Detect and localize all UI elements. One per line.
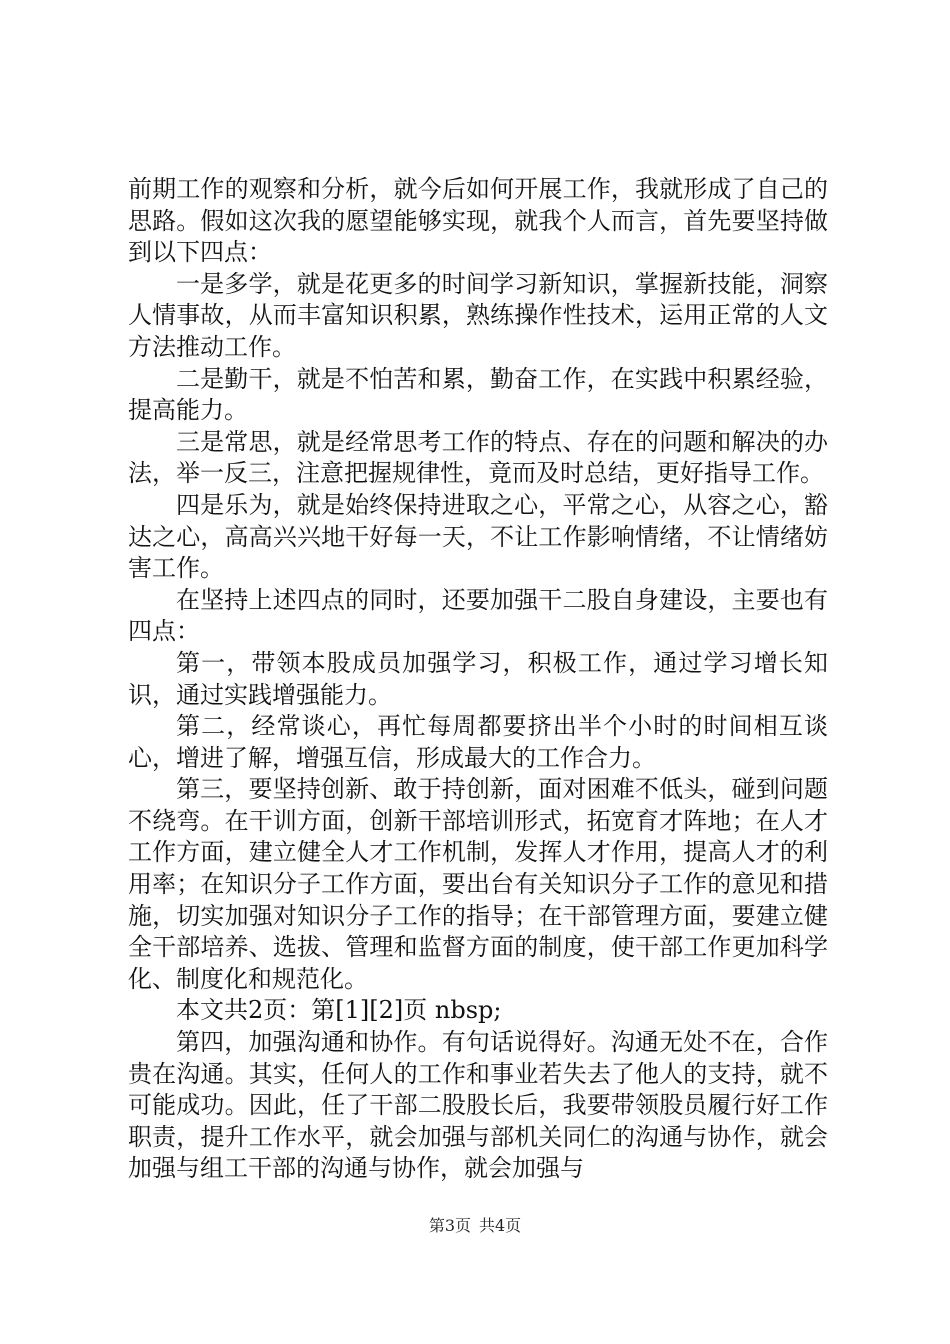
paragraph-page-note: 本文共2页：第[1][2]页 nbsp; bbox=[176, 996, 502, 1025]
paragraph-team-intro: 在坚持上述四点的同时，还要加强干二股自身建设，主要也有四点： bbox=[128, 585, 828, 646]
paragraph-point-one: 一是多学，就是花更多的时间学习新知识，掌握新技能，洞察人情事故，从而丰富知识积累，熟练操作性技术，运用正常的人文方法推动工作。 bbox=[128, 269, 828, 361]
paragraph-point-two: 二是勤干，就是不怕苦和累，勤奋工作，在实践中积累经验，提高能力。 bbox=[128, 364, 828, 425]
page-footer bbox=[0, 1216, 950, 1236]
paragraph-team-first: 第一，带领本股成员加强学习，积极工作，通过学习增长知识，通过实践增强能力。 bbox=[128, 648, 828, 709]
paragraph-team-second: 第二，经常谈心，再忙每周都要挤出半个小时的时间相互谈心，增进了解，增强互信，形成最大的工作合力。 bbox=[128, 712, 828, 772]
paragraph-point-three: 三是常思，就是经常思考工作的特点、存在的问题和解决的办法，举一反三，注意把握规律性，竟而及时总结，更好指导工作。 bbox=[128, 427, 828, 488]
paragraph-point-four: 四是乐为，就是始终保持进取之心，平常之心，从容之心，豁达之心，高高兴兴地干好每一天，不让工作影响情绪，不让情绪妨害工作。 bbox=[128, 490, 828, 583]
document-body bbox=[128, 174, 828, 1185]
paragraph-team-fourth: 第四，加强沟通和协作。有句话说得好。沟通无处不在，合作贵在沟通。其实，任何人的工作和事业若失去了他人的支持，就不可能成功。因此，任了干部二股股长后，我要带领股员履行好工作职责，提升工作水平，就会加强与部机关同仁的沟通与协作，就会加强与组工干部的沟通与协作，就会加强与 bbox=[128, 1028, 828, 1183]
paragraph-team-third: 第三，要坚持创新、敢于持创新，面对困难不低头，碰到问题不绕弯。在干训方面，创新干部培训形式，拓宽育才阵地；在人才工作方面，建立健全人才工作机制，发挥人才作用，提高人才的利用率；在知识分子工作方面，要出台有关知识分子工作的意见和措施，切实加强对知识分子工作的指导；在干部管理方面，要建立健全干部培养、选拔、管理和监督方面的制度，使干部工作更加科学化、制度化和规范化。 bbox=[128, 775, 828, 993]
page-number: 第3页 bbox=[428, 1216, 471, 1235]
paragraph-intro: 前期工作的观察和分析，就今后如何开展工作，我就形成了自己的思路。假如这次我的愿望能够实现，就我个人而言，首先要坚持做到以下四点： bbox=[128, 175, 828, 267]
page-total: 共4页 bbox=[479, 1216, 522, 1235]
